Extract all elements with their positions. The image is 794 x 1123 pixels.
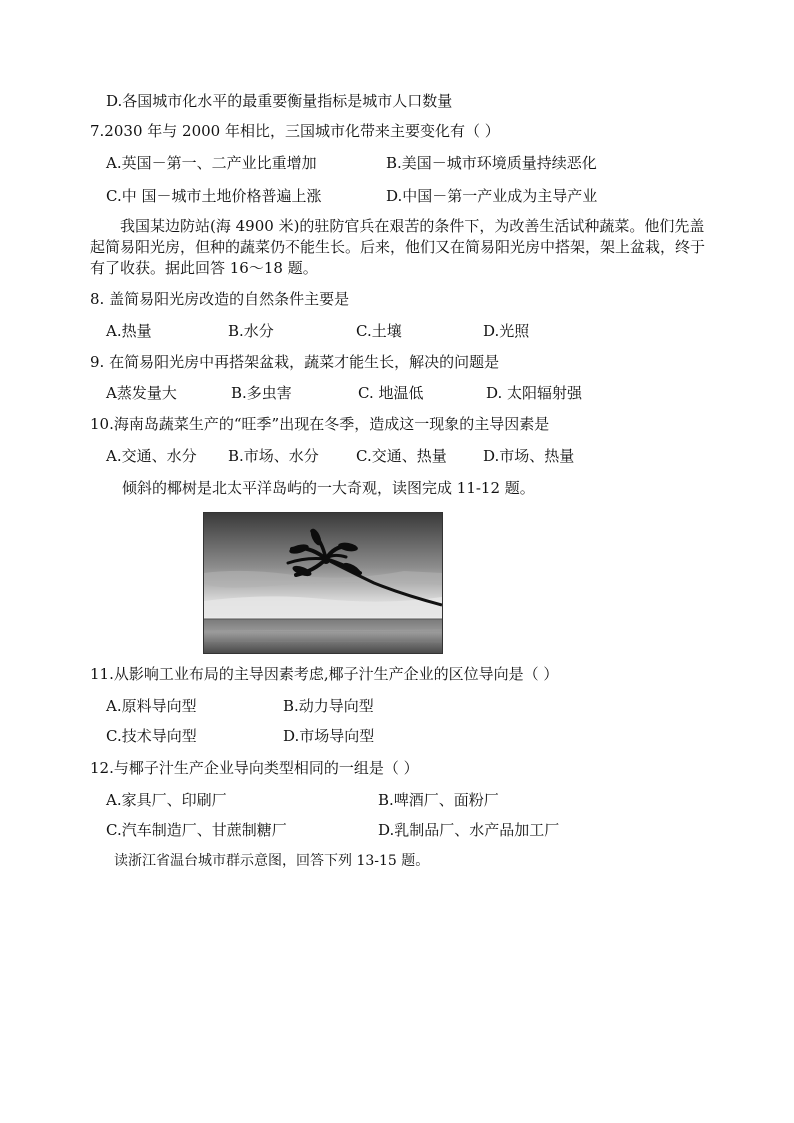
passage-coconut: 倾斜的椰树是北太平洋岛屿的一大奇观，读图完成 11-12 题。: [122, 479, 535, 497]
q12-option-c: C.汽车制造厂、甘蔗制糖厂: [106, 821, 287, 839]
q8-option-d: D.光照: [483, 322, 530, 340]
leaning-palm-photo: [203, 512, 443, 654]
q11-option-b: B.动力导向型: [283, 697, 374, 715]
q12-option-b: B.啤酒厂、面粉厂: [378, 791, 499, 809]
q7-option-b: B.美国－城市环境质量持续恶化: [386, 154, 597, 172]
q11-option-a: A.原料导向型: [106, 697, 197, 715]
passage-vegetables: 我国某边防站(海 4900 米)的驻防官兵在艰苦的条件下，为改善生活试种蔬菜。他们先盖起简易阳光房，但种的蔬菜仍不能生长。后来，他们又在简易阳光房中搭架，架上盆栽，终于有了收获。据此回答 16～18 题。: [90, 217, 706, 277]
q8-option-c: C.土壤: [356, 322, 402, 340]
q12-option-a: A.家具厂、印刷厂: [106, 791, 227, 809]
q9-stem: 9. 在简易阳光房中再搭架盆栽，蔬菜才能生长，解决的问题是: [90, 353, 500, 371]
q6-option-d: D.各国城市化水平的最重要衡量指标是城市人口数量: [106, 92, 453, 110]
q10-option-b: B.市场、水分: [228, 447, 319, 465]
q11-option-d: D.市场导向型: [283, 727, 375, 745]
q7-stem: 7.2030 年与 2000 年相比，三国城市化带来主要变化有（ ）: [90, 122, 500, 140]
q7-option-d: D.中国－第一产业成为主导产业: [386, 187, 598, 205]
q7-option-a: A.英国－第一、二产业比重增加: [106, 154, 317, 172]
q10-option-d: D.市场、热量: [483, 447, 575, 465]
q8-option-b: B.水分: [228, 322, 274, 340]
q9-option-d: D. 太阳辐射强: [486, 384, 583, 402]
q10-stem: 10.海南岛蔬菜生产的“旺季”出现在冬季，造成这一现象的主导因素是: [90, 415, 550, 433]
q11-stem: 11.从影响工业布局的主导因素考虑,椰子汁生产企业的区位导向是（ ）: [90, 665, 559, 683]
q12-option-d: D.乳制品厂、水产品加工厂: [378, 821, 560, 839]
q10-option-a: A.交通、水分: [106, 447, 197, 465]
q7-option-c: C.中 国－城市土地价格普遍上涨: [106, 187, 322, 205]
palm-tree-image: [204, 513, 442, 653]
q8-option-a: A.热量: [106, 322, 152, 340]
q10-option-c: C.交通、热量: [356, 447, 447, 465]
q12-stem: 12.与椰子汁生产企业导向类型相同的一组是（ ）: [90, 759, 419, 777]
q9-option-a: A蒸发量大: [106, 384, 177, 402]
q9-option-c: C. 地温低: [358, 384, 424, 402]
q11-option-c: C.技术导向型: [106, 727, 197, 745]
passage-wentai: 读浙江省温台城市群示意图，回答下列 13-15 题。: [114, 853, 430, 869]
q9-option-b: B.多虫害: [231, 384, 292, 402]
q8-stem: 8. 盖简易阳光房改造的自然条件主要是: [90, 290, 350, 308]
